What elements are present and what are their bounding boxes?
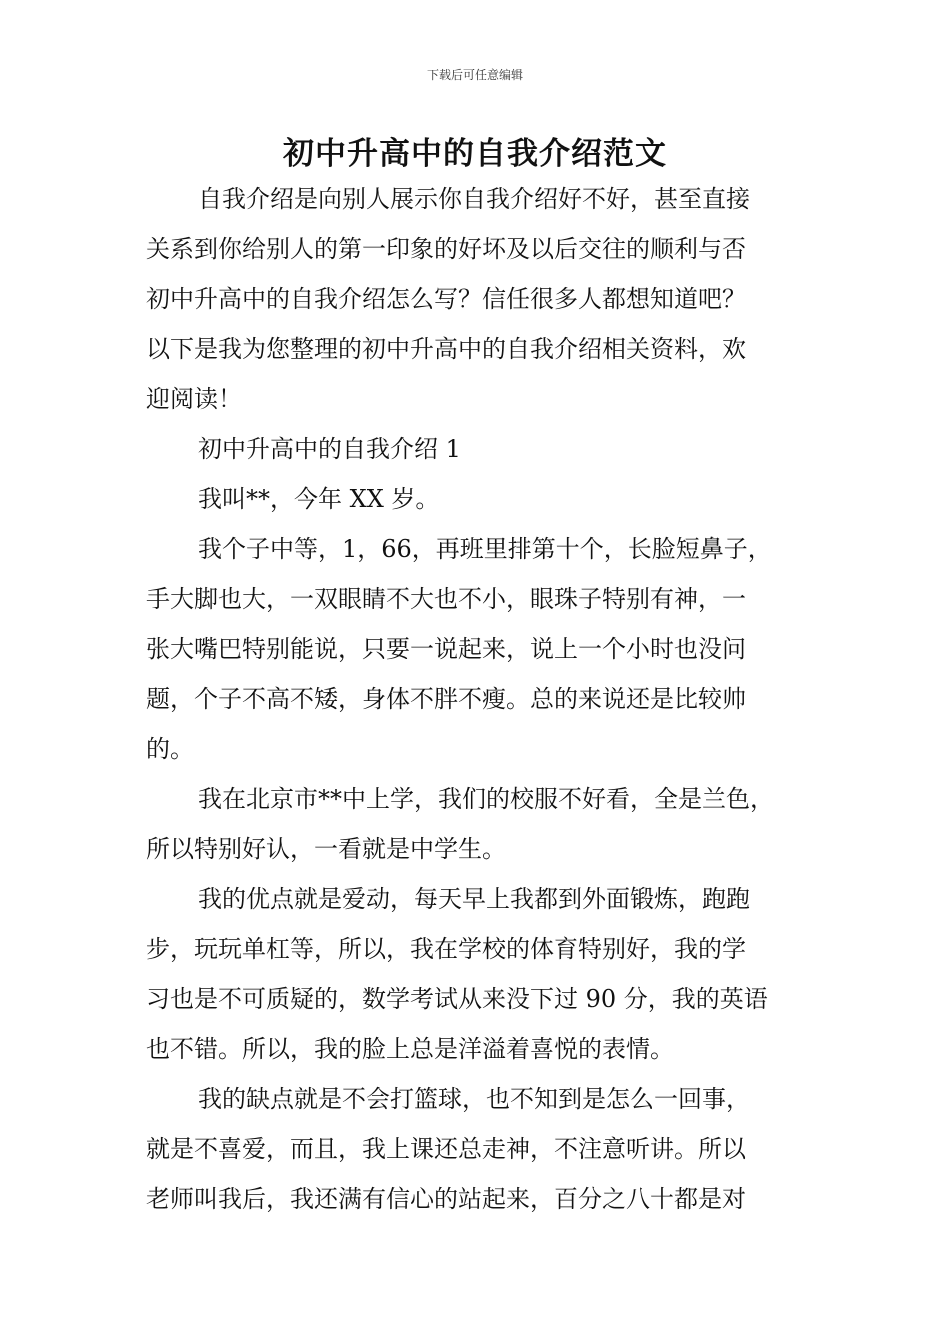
text-line: 我在北京市**中上学，我们的校服不好看，全是兰色， [198, 785, 774, 813]
text-line: 就是不喜爱，而且，我上课还总走神，不注意听讲。所以 [146, 1135, 746, 1163]
text-line: 我叫**，今年 XX 岁。 [198, 485, 440, 513]
text-line: 我个子中等，1，66，再班里排第十个，长脸短鼻子， [198, 535, 772, 563]
header-note: 下载后可任意编辑 [426, 68, 523, 82]
section-heading: 初中升高中的自我介绍 1 [198, 435, 461, 463]
text-line: 自我介绍是向别人展示你自我介绍好不好，甚至直接 [198, 185, 750, 213]
text-line: 步，玩玩单杠等，所以，我在学校的体育特别好，我的学 [146, 935, 746, 963]
text-line: 迎阅读！ [146, 385, 242, 413]
text-line: 以下是我为您整理的初中升高中的自我介绍相关资料，欢 [146, 335, 746, 363]
text-line: 我的缺点就是不会打篮球，也不知到是怎么一回事， [198, 1085, 750, 1113]
text-line: 也不错。所以，我的脸上总是洋溢着喜悦的表情。 [146, 1035, 674, 1063]
text-line: 关系到你给别人的第一印象的好坏及以后交往的顺利与否 [146, 235, 746, 263]
text-line: 习也是不可质疑的，数学考试从来没下过 90 分，我的英语 [146, 985, 768, 1013]
text-line: 我的优点就是爱动，每天早上我都到外面锻炼，跑跑 [198, 885, 750, 913]
text-line: 所以特别好认，一看就是中学生。 [146, 835, 506, 863]
text-line: 题，个子不高不矮，身体不胖不瘦。总的来说还是比较帅 [146, 685, 746, 713]
text-line: 老师叫我后，我还满有信心的站起来，百分之八十都是对 [146, 1185, 746, 1213]
text-line: 手大脚也大，一双眼睛不大也不小，眼珠子特别有神，一 [146, 585, 746, 613]
text-line: 的。 [146, 735, 194, 763]
text-line: 张大嘴巴特别能说，只要一说起来，说上一个小时也没问 [146, 635, 746, 663]
document-body [146, 174, 826, 1224]
document-title: 初中升高中的自我介绍范文 [283, 136, 667, 172]
text-line: 初中升高中的自我介绍怎么写？信任很多人都想知道吧？ [146, 285, 746, 313]
